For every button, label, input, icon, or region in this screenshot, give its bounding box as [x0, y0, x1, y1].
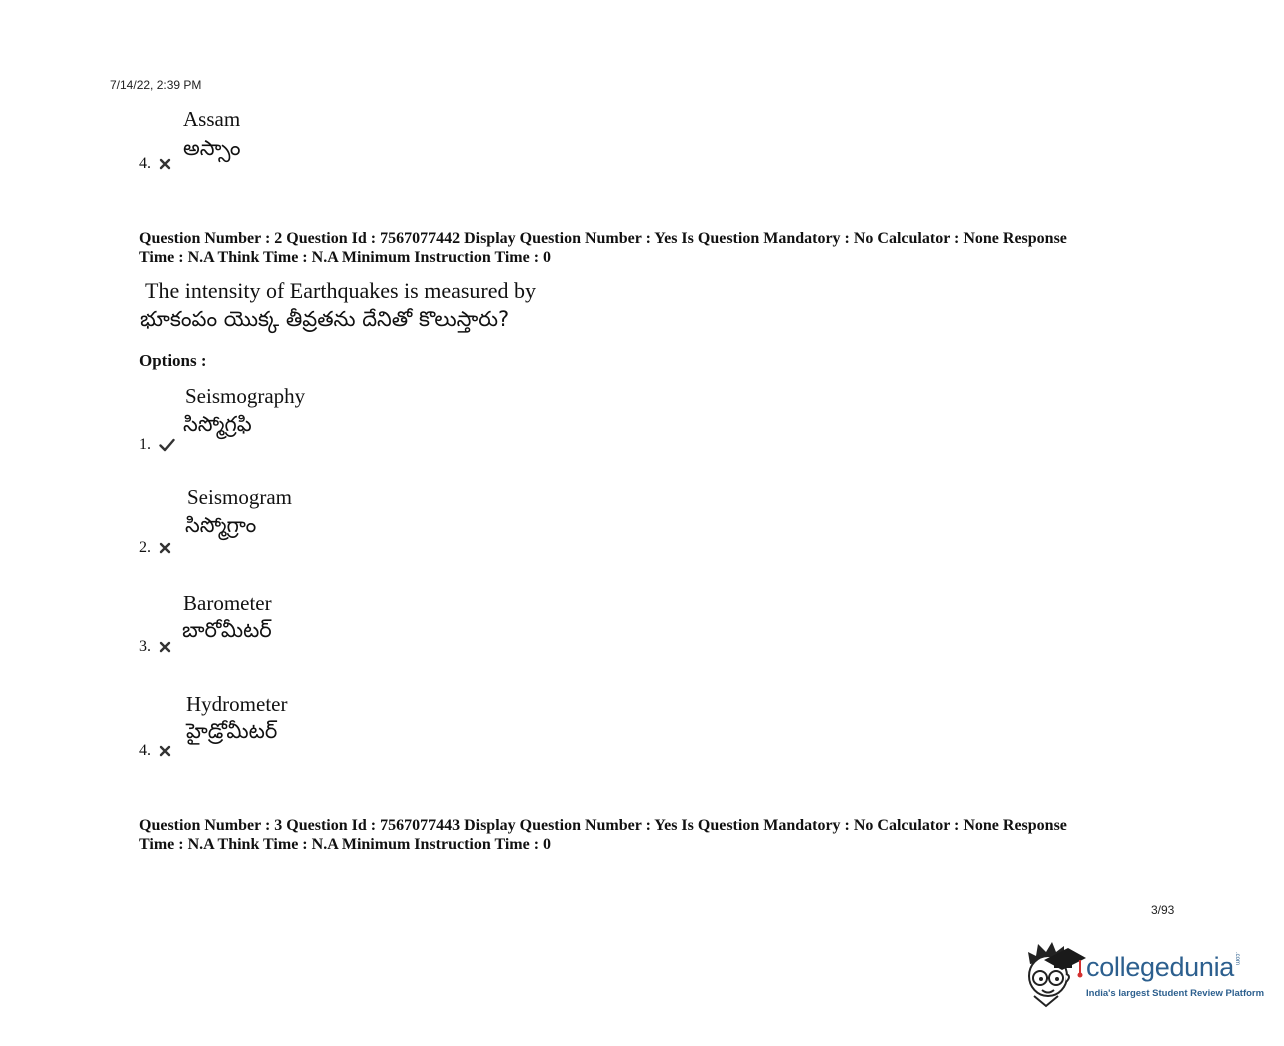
- cross-icon: [159, 542, 171, 554]
- question-text-telugu: భూకంపం యొక్క తీవ్రతను దేనితో కొలుస్తారు?: [140, 307, 510, 331]
- metadata-line-1: Question Number : 3 Question Id : 7567077443 Display Question Number : Yes Is Question Mandatory : No Calculator : None Response: [139, 817, 1067, 834]
- option-3-number: [139, 638, 171, 656]
- option-3-english: [183, 591, 272, 615]
- option-2-number: [139, 539, 171, 557]
- question-text-english: The intensity of Earthquakes is measured by: [145, 278, 537, 303]
- cross-icon: [159, 745, 171, 757]
- option-1-number: [139, 436, 175, 454]
- option-3-telugu: [182, 617, 272, 643]
- mascot-icon: [1024, 940, 1088, 1008]
- cross-icon: [159, 158, 171, 170]
- option-number: 4.: [139, 742, 151, 759]
- option-number: 4.: [139, 155, 151, 172]
- option-english-text: Seismogram: [187, 485, 292, 509]
- prev-option-english: [183, 107, 240, 131]
- page-number: 3/93: [1151, 903, 1175, 917]
- metadata-line-2: Time : N.A Think Time : N.A Minimum Instruction Time : 0: [139, 836, 552, 853]
- logo-wordmark: [1086, 952, 1240, 983]
- option-telugu-text: హైడ్రోమీటర్: [186, 719, 278, 743]
- option-english-text: Assam: [183, 107, 241, 131]
- metadata-line-1: Question Number : 2 Question Id : 7567077442 Display Question Number : Yes Is Question Mandatory : No Calculator : None Response: [139, 230, 1067, 247]
- collegedunia-logo: [1024, 938, 1265, 1010]
- option-2-telugu: [185, 512, 256, 538]
- option-english-text: Hydrometer: [186, 692, 288, 716]
- option-english-text: Seismography: [185, 384, 306, 408]
- checkmark-icon: [159, 438, 175, 452]
- logo-text: collegedunia: [1086, 952, 1235, 982]
- option-2-english: [187, 485, 292, 509]
- option-telugu-text: బారోమీటర్: [182, 618, 272, 642]
- metadata-line-2: Time : N.A Think Time : N.A Minimum Instruction Time : 0: [139, 249, 552, 266]
- option-number: 3.: [139, 638, 151, 655]
- option-number: 2.: [139, 539, 151, 556]
- option-number: 1.: [139, 436, 151, 453]
- question-2-metadata: [139, 229, 1149, 267]
- options-label: Options :: [139, 351, 207, 370]
- prev-option-telugu: [183, 135, 241, 161]
- option-4-english: [186, 692, 287, 716]
- option-1-english: [185, 384, 305, 408]
- cross-icon: [159, 641, 171, 653]
- option-telugu-text: అస్సాం: [183, 136, 241, 160]
- logo-tagline: India's largest Student Review Platform: [1086, 988, 1265, 999]
- option-telugu-text: సిస్మోగ్రాం: [185, 513, 257, 537]
- option-4-number: [139, 742, 171, 760]
- option-4-telugu: [186, 718, 277, 744]
- option-telugu-text: సిస్మోగ్రఫి: [183, 412, 252, 436]
- logo-suffix: .com: [1234, 952, 1241, 966]
- option-1-telugu: [183, 411, 252, 437]
- question-3-metadata: [139, 816, 1149, 854]
- print-timestamp: 7/14/22, 2:39 PM: [110, 78, 202, 92]
- option-english-text: Barometer: [183, 591, 272, 615]
- prev-option-number: [139, 155, 171, 173]
